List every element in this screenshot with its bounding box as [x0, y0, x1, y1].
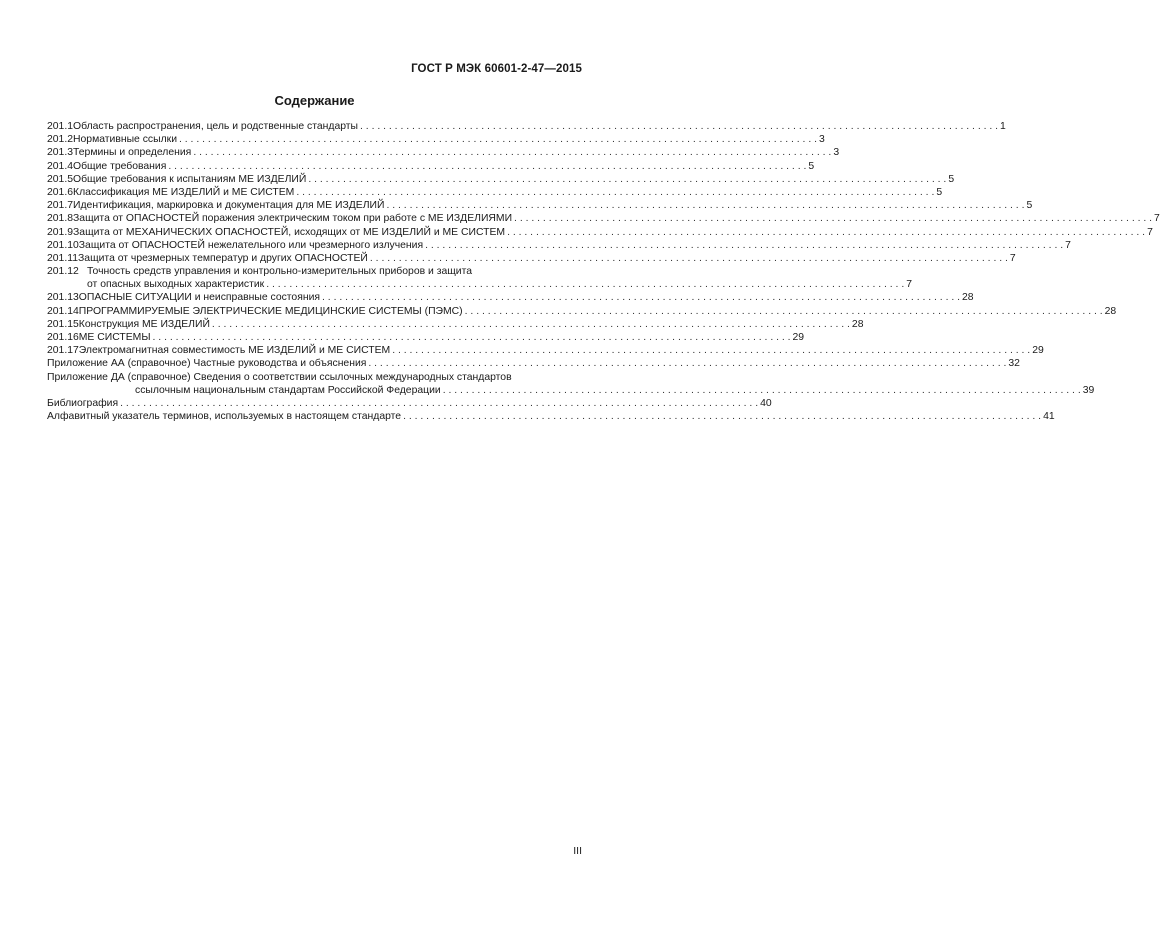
toc-entry-label: Защита от чрезмерных температур и других ОПАСНОСТЕЙ: [78, 252, 368, 264]
dot-leader: [403, 410, 1041, 423]
toc-entry-page: 28: [1104, 305, 1117, 317]
dot-leader: [392, 344, 1030, 357]
toc-entry-label: ОПАСНЫЕ СИТУАЦИИ и неисправные состояния: [78, 292, 321, 304]
toc-entry-page: 28: [851, 318, 864, 330]
toc-entry-number: 201.2: [47, 134, 74, 146]
toc-entry[interactable]: [47, 265, 582, 278]
toc-entry[interactable]: [47, 133, 825, 146]
toc-entry-number: 201.17: [47, 345, 79, 357]
toc-entry[interactable]: [47, 318, 864, 331]
dot-leader: [120, 397, 758, 410]
dot-leader: [507, 226, 1145, 239]
toc-entry-label: Область распространения, цель и родственные стандарты: [73, 121, 359, 132]
toc-entry-page: 41: [1043, 411, 1055, 423]
dot-leader: [296, 186, 934, 199]
toc-entry[interactable]: [47, 357, 1020, 370]
toc-entry-page: 5: [936, 186, 943, 198]
dot-leader: [368, 357, 1006, 370]
toc-entry-label: Общие требования к испытаниям МЕ ИЗДЕЛИЙ: [73, 173, 307, 185]
toc-entry-page: 40: [760, 397, 772, 409]
toc-entry[interactable]: [47, 397, 772, 410]
toc-entry-label: Конструкция МЕ ИЗДЕЛИЙ: [78, 318, 210, 330]
toc-entry-label-continued: ссылочным национальным стандартам Российской Федерации: [135, 384, 441, 396]
dot-leader: [322, 291, 960, 304]
toc-entry-number: 201.13: [47, 292, 79, 304]
toc-entry-number: 201.16: [47, 332, 79, 343]
page-title: Содержание: [274, 93, 355, 108]
dot-leader: [266, 278, 904, 291]
toc-entry[interactable]: [47, 226, 1153, 239]
document-header: ГОСТ Р МЭК 60601-2-47—2015: [411, 63, 582, 75]
toc-entry[interactable]: [47, 173, 955, 186]
toc-entry-continuation[interactable]: [47, 278, 912, 291]
dot-leader: [514, 212, 1152, 225]
toc-entry-label: Термины и определения: [73, 147, 192, 159]
toc-entry-page: 39: [1082, 384, 1095, 396]
toc-entry-number: 201.11: [47, 252, 79, 264]
dot-leader: [360, 120, 998, 133]
toc-entry-continuation[interactable]: [47, 384, 1095, 397]
toc-entry-number: 201.9: [47, 226, 74, 238]
toc-entry[interactable]: [47, 252, 1016, 265]
toc-entry-number: 201.10: [47, 239, 79, 251]
toc-entry[interactable]: [47, 331, 805, 344]
toc-entry-label: Приложение ДА (справочное) Сведения о соответствии ссылочных международных стандартов: [47, 371, 512, 383]
toc-entry-page: 5: [948, 173, 955, 185]
table-of-contents: [47, 120, 1160, 423]
dot-leader: [370, 252, 1008, 265]
toc-entry-number: 201.1: [47, 121, 74, 132]
toc-entry-number: 201.12: [47, 266, 79, 278]
toc-entry-label: Библиография: [47, 397, 119, 409]
toc-entry-number: 201.6: [47, 186, 74, 198]
toc-entry-page: 28: [962, 292, 974, 304]
toc-entry-number: 201.7: [47, 200, 74, 212]
toc-entry-label: Классификация МЕ ИЗДЕЛИЙ и МЕ СИСТЕМ: [73, 186, 295, 198]
page-number: III: [573, 845, 582, 857]
dot-leader: [308, 173, 946, 186]
toc-entry-label: Защита от МЕХАНИЧЕСКИХ ОПАСНОСТЕЙ, исходящих от МЕ ИЗДЕЛИЙ и МЕ СИСТЕМ: [73, 226, 506, 238]
toc-entry-page: 7: [1154, 213, 1160, 225]
toc-entry-label: Точность средств управления и контрольно-измерительных приборов и защита: [87, 266, 473, 278]
toc-entry-page: 7: [906, 279, 912, 291]
dot-leader: [465, 305, 1103, 318]
toc-entry-label: Идентификация, маркировка и документация для МЕ ИЗДЕЛИЙ: [73, 200, 385, 212]
toc-entry[interactable]: [47, 212, 1160, 225]
dot-leader: [386, 199, 1024, 212]
toc-entry-page: 3: [833, 147, 840, 159]
toc-entry[interactable]: [47, 146, 840, 159]
toc-entry-label: Защита от ОПАСНОСТЕЙ поражения электрическим током при работе с МЕ ИЗДЕЛИЯМИ: [73, 213, 513, 225]
dot-leader: [168, 160, 806, 173]
toc-entry-label: Алфавитный указатель терминов, используемых в настоящем стандарте: [47, 411, 402, 423]
toc-entry-number: 201.3: [47, 147, 74, 159]
toc-entry[interactable]: [47, 239, 1071, 252]
toc-entry-label: Электромагнитная совместимость МЕ ИЗДЕЛИЙ и МЕ СИСТЕМ: [78, 345, 391, 357]
toc-entry-page: 5: [1026, 200, 1033, 212]
toc-entry-page: 7: [1147, 226, 1153, 238]
toc-entry[interactable]: [47, 344, 1044, 357]
toc-entry[interactable]: [47, 199, 1033, 212]
toc-entry[interactable]: [47, 160, 815, 173]
toc-entry-page: 29: [1032, 345, 1044, 357]
toc-entry-page: 7: [1009, 252, 1016, 264]
toc-entry-label: Приложение АА (справочное) Частные руководства и объяснения: [47, 358, 367, 370]
dot-leader: [425, 239, 1063, 252]
toc-entry-page: 32: [1008, 358, 1020, 370]
toc-entry-page: 3: [819, 134, 825, 146]
toc-entry-label: Нормативные ссылки: [73, 134, 177, 146]
toc-entry-label: МЕ СИСТЕМЫ: [78, 332, 151, 343]
toc-entry-label: Защита от ОПАСНОСТЕЙ нежелательного или чрезмерного излучения: [78, 239, 424, 251]
dot-leader: [153, 331, 791, 344]
toc-entry-label: Общие требования: [73, 160, 167, 172]
toc-entry-number: 201.5: [47, 173, 74, 185]
toc-entry-page: 7: [1065, 239, 1071, 251]
toc-entry[interactable]: [47, 291, 974, 304]
toc-entry-number: 201.15: [47, 318, 79, 330]
toc-entry-label-continued: от опасных выходных характеристик: [87, 279, 265, 291]
toc-entry[interactable]: [47, 186, 943, 199]
toc-entry[interactable]: [47, 371, 582, 384]
toc-entry-number: 201.4: [47, 160, 74, 172]
toc-entry-page: 29: [792, 332, 805, 343]
toc-entry[interactable]: [47, 120, 1006, 133]
toc-entry-page: 5: [808, 160, 815, 172]
dot-leader: [443, 384, 1081, 397]
dot-leader: [179, 133, 817, 146]
toc-entry-number: 201.14: [47, 305, 79, 317]
dot-leader: [193, 146, 831, 159]
toc-entry[interactable]: [47, 305, 1117, 318]
toc-entry-number: 201.8: [47, 213, 74, 225]
toc-entry[interactable]: [47, 410, 1055, 423]
toc-entry-page: 1: [1000, 121, 1006, 132]
dot-leader: [212, 318, 850, 331]
toc-entry-label: ПРОГРАММИРУЕМЫЕ ЭЛЕКТРИЧЕСКИЕ МЕДИЦИНСКИЕ СИСТЕМЫ (ПЭМС): [78, 305, 463, 317]
